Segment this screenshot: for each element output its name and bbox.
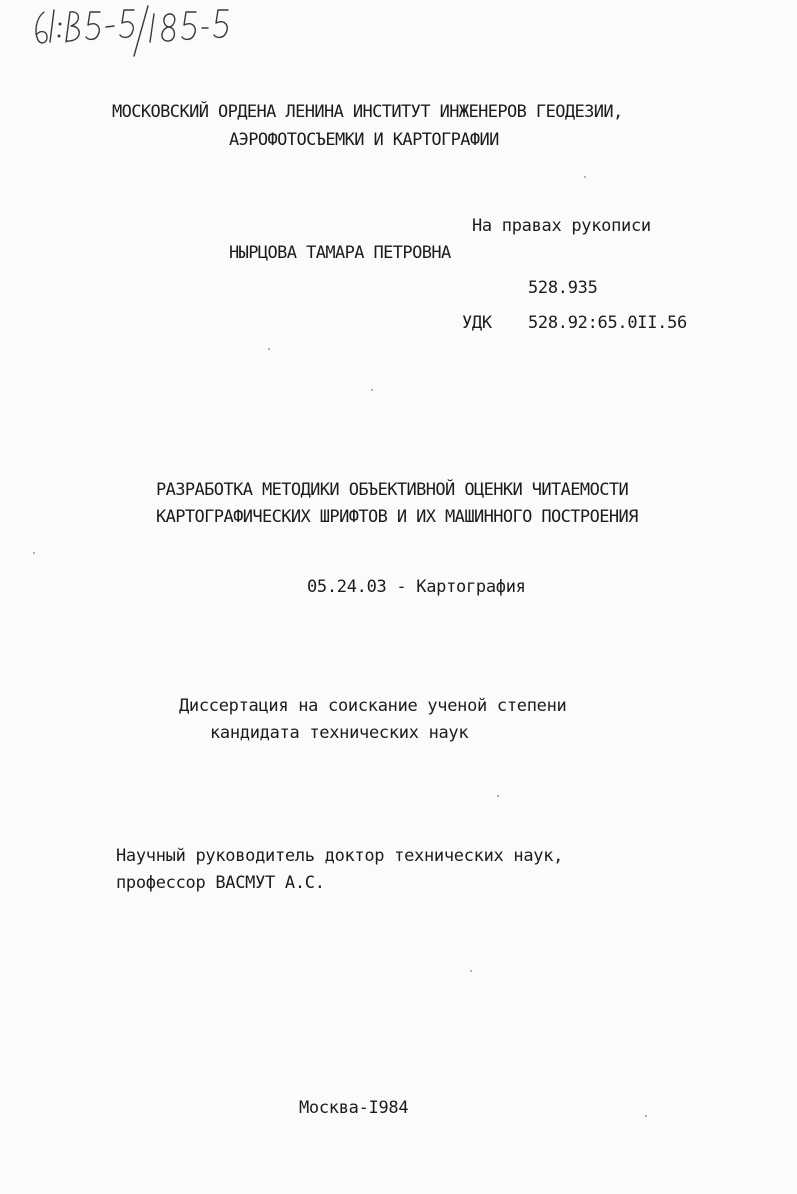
udk-label: УДК — [462, 313, 492, 333]
scan-speck — [33, 552, 35, 554]
scan-speck — [268, 348, 270, 350]
scan-speck — [584, 176, 586, 178]
title-line-1: РАЗРАБОТКА МЕТОДИКИ ОБЪЕКТИВНОЙ ОЦЕНКИ ЧИТАЕМОСТИ — [156, 480, 629, 500]
institute-line-2: АЭРОФОТОСЪЕМКИ И КАРТОГРАФИИ — [229, 130, 499, 150]
author-name: НЫРЦОВА ТАМАРА ПЕТРОВНА — [229, 243, 451, 263]
degree-line-1: Диссертация на соискание ученой степени — [179, 696, 567, 716]
supervisor-line-1: Научный руководитель доктор технических наук, — [116, 846, 564, 866]
scan-speck — [497, 795, 499, 797]
rights-note: На правах рукописи — [472, 216, 651, 236]
specialty: 05.24.03 - Картография — [307, 577, 526, 597]
place-year: Москва-I984 — [299, 1098, 409, 1118]
supervisor-line-2: профессор ВАСМУТ А.С. — [116, 873, 325, 893]
scan-speck — [470, 970, 472, 972]
degree-line-2: кандидата технических наук — [210, 723, 469, 743]
classification-code: 528.935 — [528, 278, 598, 298]
handwritten-archive-mark — [30, 0, 320, 70]
title-line-2: КАРТОГРАФИЧЕСКИХ ШРИФТОВ И ИХ МАШИННОГО ПОСТРОЕНИЯ — [156, 507, 638, 527]
svg-text:61:85-5/185-5: 61:85-5/185-5 — [30, 0, 38, 1]
udk-code: 528.92:65.0II.56 — [528, 313, 687, 333]
scan-speck — [371, 389, 373, 391]
scan-speck — [645, 1115, 647, 1117]
institute-line-1: МОСКОВСКИЙ ОРДЕНА ЛЕНИНА ИНСТИТУТ ИНЖЕНЕРОВ ГЕОДЕЗИИ, — [112, 102, 623, 122]
